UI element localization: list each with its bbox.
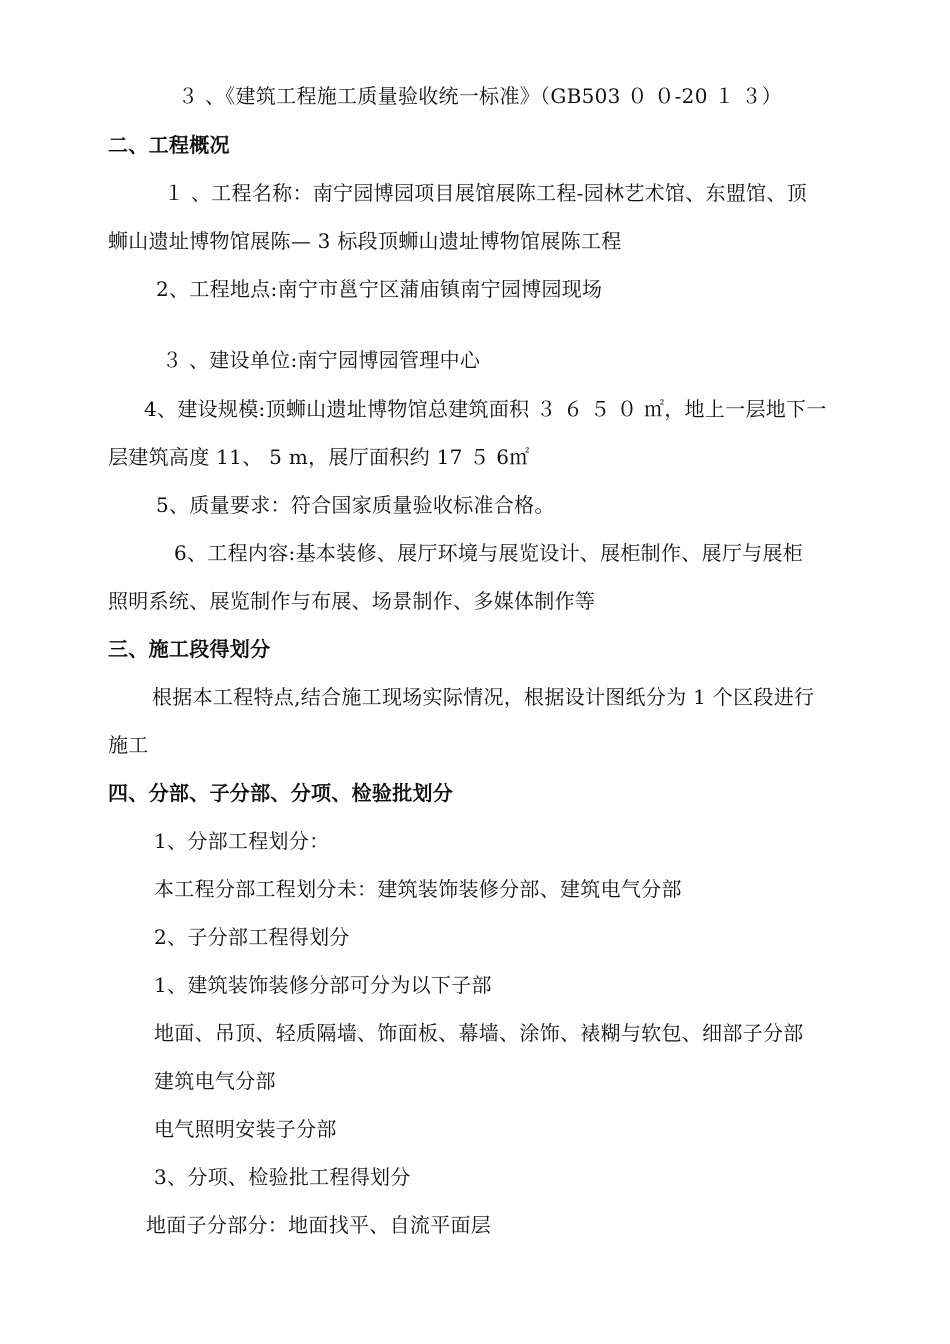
construction-scale-line-2: 层建筑高度 11、 5 m，展厅面积约 17 ５ 6㎡ xyxy=(108,445,530,469)
division-detail-1: 本工程分部工程划分未：建筑装饰装修分部、建筑电气分部 xyxy=(154,877,682,901)
division-item-2: 2、子分部工程得划分 xyxy=(154,925,350,949)
project-location: 2、工程地点:南宁市邕宁区蒲庙镇南宁园博园现场 xyxy=(156,277,603,301)
division-subitem-list: 地面、吊顶、轻质隔墙、饰面板、幕墙、涂饰、裱糊与软包、细部子分部 xyxy=(154,1021,804,1045)
project-name-line-2: 蛳山遗址博物馆展陈— 3 标段顶蛳山遗址博物馆展陈工程 xyxy=(108,229,622,253)
floor-subdivision: 地面子分部分：地面找平、自流平面层 xyxy=(146,1213,492,1237)
electrical-division: 建筑电气分部 xyxy=(154,1069,276,1093)
project-name-line-1: １ 、工程名称：南宁园博园项目展馆展陈工程-园林艺术馆、东盟馆、顶 xyxy=(164,181,808,205)
division-item-1: 1、分部工程划分： xyxy=(154,829,330,853)
construction-scale-line-1: 4、建设规模:顶蛳山遗址博物馆总建筑面积 ３ ６ ５ ０ ㎡，地上一层地下一 xyxy=(144,397,827,421)
section-division-line-1: 根据本工程特点,结合施工现场实际情况，根据设计图纸分为 1 个区段进行 xyxy=(152,685,815,709)
section-heading-construction-sections: 三、施工段得划分 xyxy=(108,637,271,661)
section-division-line-2: 施工 xyxy=(108,733,149,757)
section-heading-division: 四、分部、子分部、分项、检验批划分 xyxy=(108,781,454,805)
project-content-line-2: 照明系统、展览制作与布展、场景制作、多媒体制作等 xyxy=(108,589,596,613)
division-item-3: 3、分项、检验批工程得划分 xyxy=(154,1165,411,1189)
division-subitem-1: 1、建筑装饰装修分部可分为以下子部 xyxy=(154,973,492,997)
construction-unit: ３ 、建设单位:南宁园博园管理中心 xyxy=(162,348,481,372)
electrical-lighting-subdivision: 电气照明安装子分部 xyxy=(154,1117,337,1141)
project-content-line-1: 6、工程内容:基本装修、展厅环境与展览设计、展柜制作、展厅与展柜 xyxy=(174,541,804,565)
quality-requirement: 5、质量要求：符合国家质量验收标准合格。 xyxy=(156,493,555,517)
section-heading-project-overview: 二、工程概况 xyxy=(108,133,230,157)
standard-reference: ３ 、《建筑工程施工质量验收统一标准》（GB503 ０ ０-20 １ ３） xyxy=(178,84,782,108)
